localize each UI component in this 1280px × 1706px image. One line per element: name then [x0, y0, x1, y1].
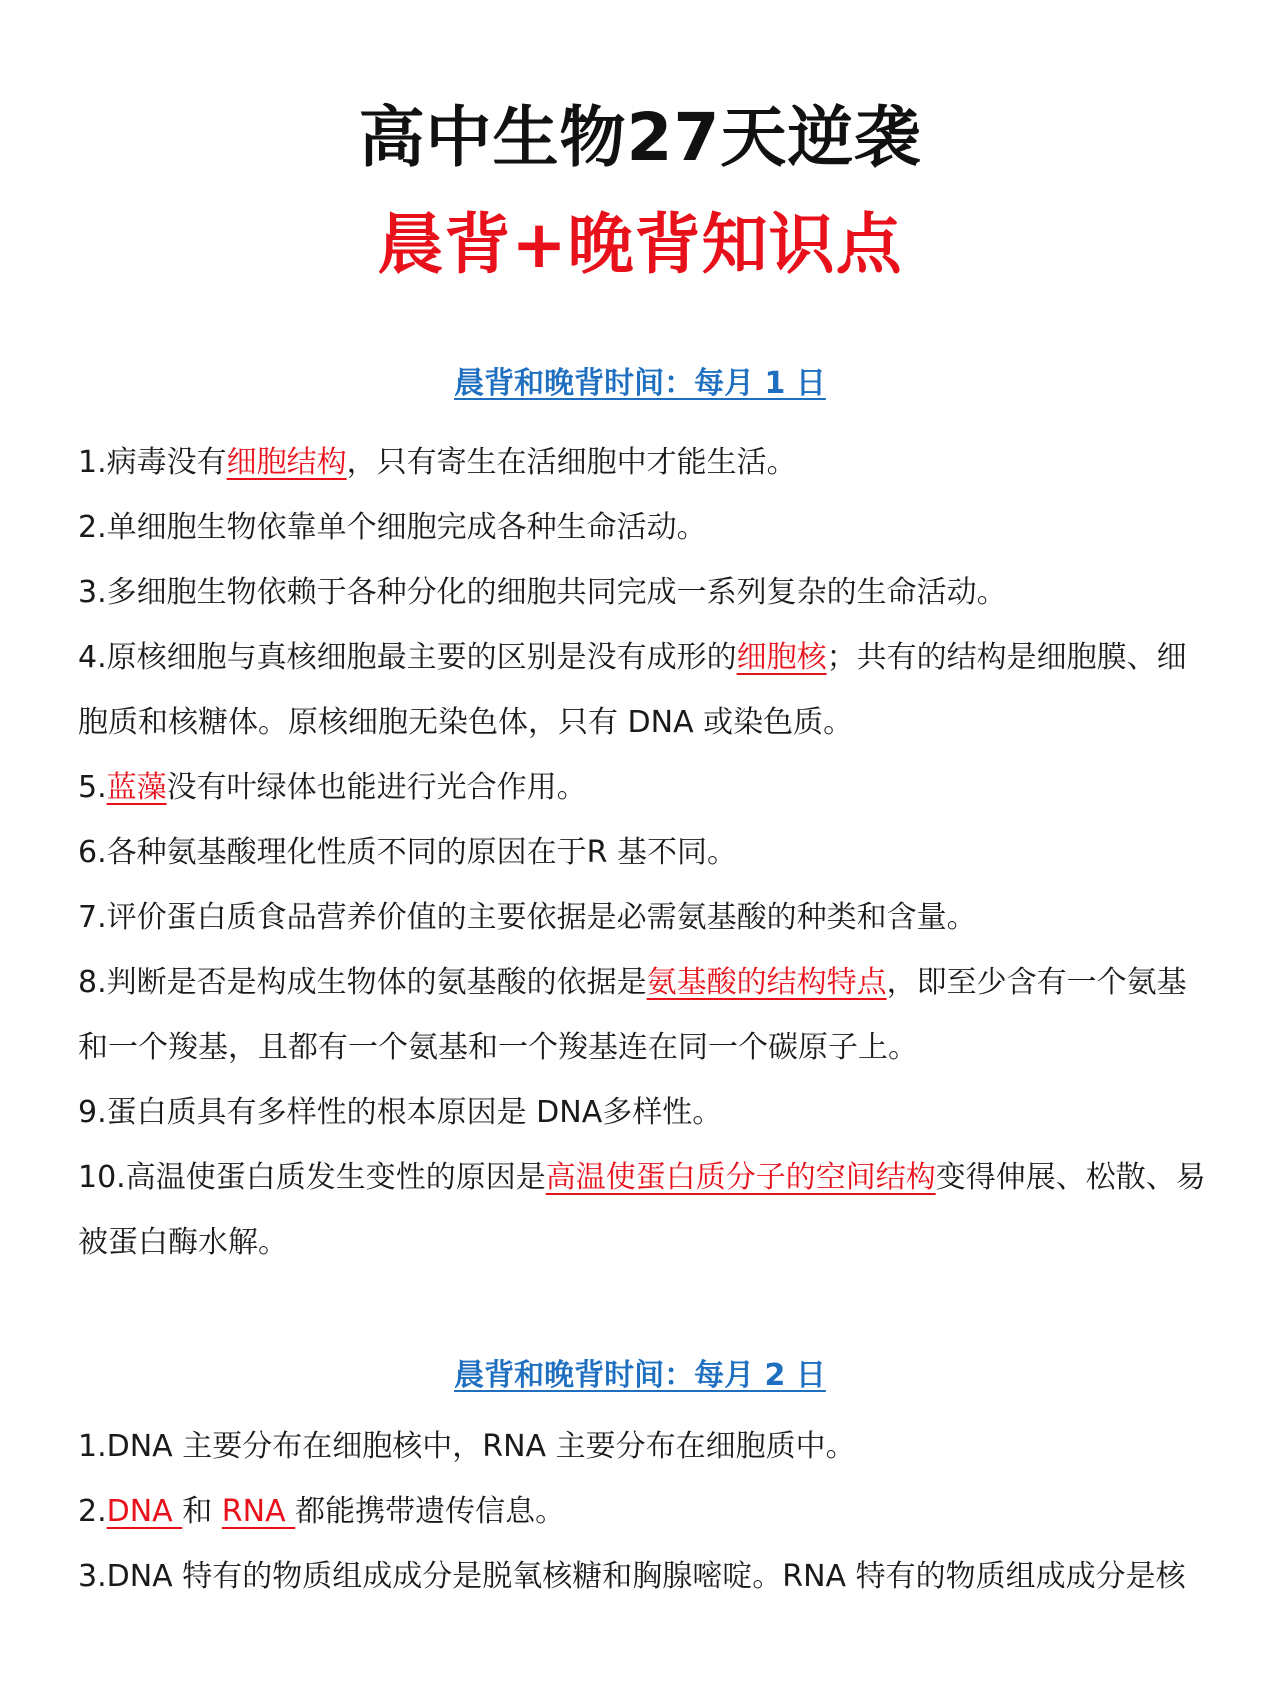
item-text: 7.评价蛋白质食品营养价值的主要依据是必需氨基酸的种类和含量。 — [78, 900, 977, 935]
section-heading-text: 晨背和晚背时间：每月 1 日 — [454, 366, 826, 401]
item-text: 2.单细胞生物依靠单个细胞完成各种生命活动。 — [78, 510, 707, 545]
knowledge-list-day1 — [78, 430, 1212, 1275]
list-item — [78, 885, 1212, 950]
page-subtitle: 晨背+晚背知识点 — [377, 206, 903, 283]
section-heading-day1 — [0, 364, 1280, 404]
item-text: ，即至少含有一个氨基和一个羧基，且都有一个氨基和一个羧基连在同一个碳原子上。 — [78, 965, 1187, 1065]
highlighted-term: 细胞结构 — [226, 445, 347, 480]
item-text: 2. — [78, 1494, 107, 1529]
highlighted-term: RNA — [221, 1494, 296, 1529]
section-heading-text: 晨背和晚背时间：每月 2 日 — [454, 1358, 826, 1393]
list-item — [78, 1145, 1212, 1275]
item-text: 6.各种氨基酸理化性质不同的原因在于R 基不同。 — [78, 835, 738, 870]
item-text: 变得伸展、松散、易被蛋白酶水解。 — [78, 1160, 1206, 1260]
item-text: 8.判断是否是构成生物体的氨基酸的依据是 — [78, 965, 647, 1000]
item-text: 都能携带遗传信息。 — [295, 1494, 566, 1529]
item-text: 4.原核细胞与真核细胞最主要的区别是没有成形的 — [78, 640, 737, 675]
item-text: 5. — [78, 770, 107, 805]
item-text: 1.DNA 主要分布在细胞核中，RNA 主要分布在细胞质中。 — [78, 1429, 856, 1464]
item-text: 和 — [182, 1494, 222, 1529]
list-item — [78, 755, 1212, 820]
highlighted-term: DNA — [106, 1494, 183, 1529]
list-item — [78, 625, 1212, 755]
item-text: 没有叶绿体也能进行光合作用。 — [166, 770, 587, 805]
knowledge-list-day2 — [78, 1414, 1212, 1609]
list-item — [78, 560, 1212, 625]
list-item — [78, 1479, 1212, 1544]
list-item — [78, 820, 1212, 885]
item-text: 1.病毒没有 — [78, 445, 227, 480]
item-text: ，只有寄生在活细胞中才能生活。 — [346, 445, 797, 480]
item-text: 3.DNA 特有的物质组成成分是脱氧核糖和胸腺嘧啶。RNA 特有的物质组成成分是核 — [78, 1559, 1186, 1594]
list-item — [78, 1080, 1212, 1145]
highlighted-term: 细胞核 — [736, 640, 827, 675]
highlighted-term: 高温使蛋白质分子的空间结构 — [545, 1160, 936, 1195]
list-item — [78, 1414, 1212, 1479]
page-title: 高中生物27天逆袭 — [358, 99, 922, 176]
list-item — [78, 430, 1212, 495]
list-item — [78, 1544, 1212, 1609]
section-heading-day2 — [0, 1356, 1280, 1396]
item-text: ；共有的结构是细胞膜、细胞质和核糖体。原核细胞无染色体，只有 DNA 或染色质。 — [78, 640, 1187, 740]
list-item — [78, 495, 1212, 560]
item-text: 10.高温使蛋白质发生变性的原因是 — [78, 1160, 546, 1195]
item-text: 3.多细胞生物依赖于各种分化的细胞共同完成一系列复杂的生命活动。 — [78, 575, 1007, 610]
highlighted-term: 氨基酸的结构特点 — [646, 965, 887, 1000]
highlighted-term: 蓝藻 — [106, 770, 167, 805]
list-item — [78, 950, 1212, 1080]
item-text: 9.蛋白质具有多样性的根本原因是 DNA多样性。 — [78, 1095, 723, 1130]
